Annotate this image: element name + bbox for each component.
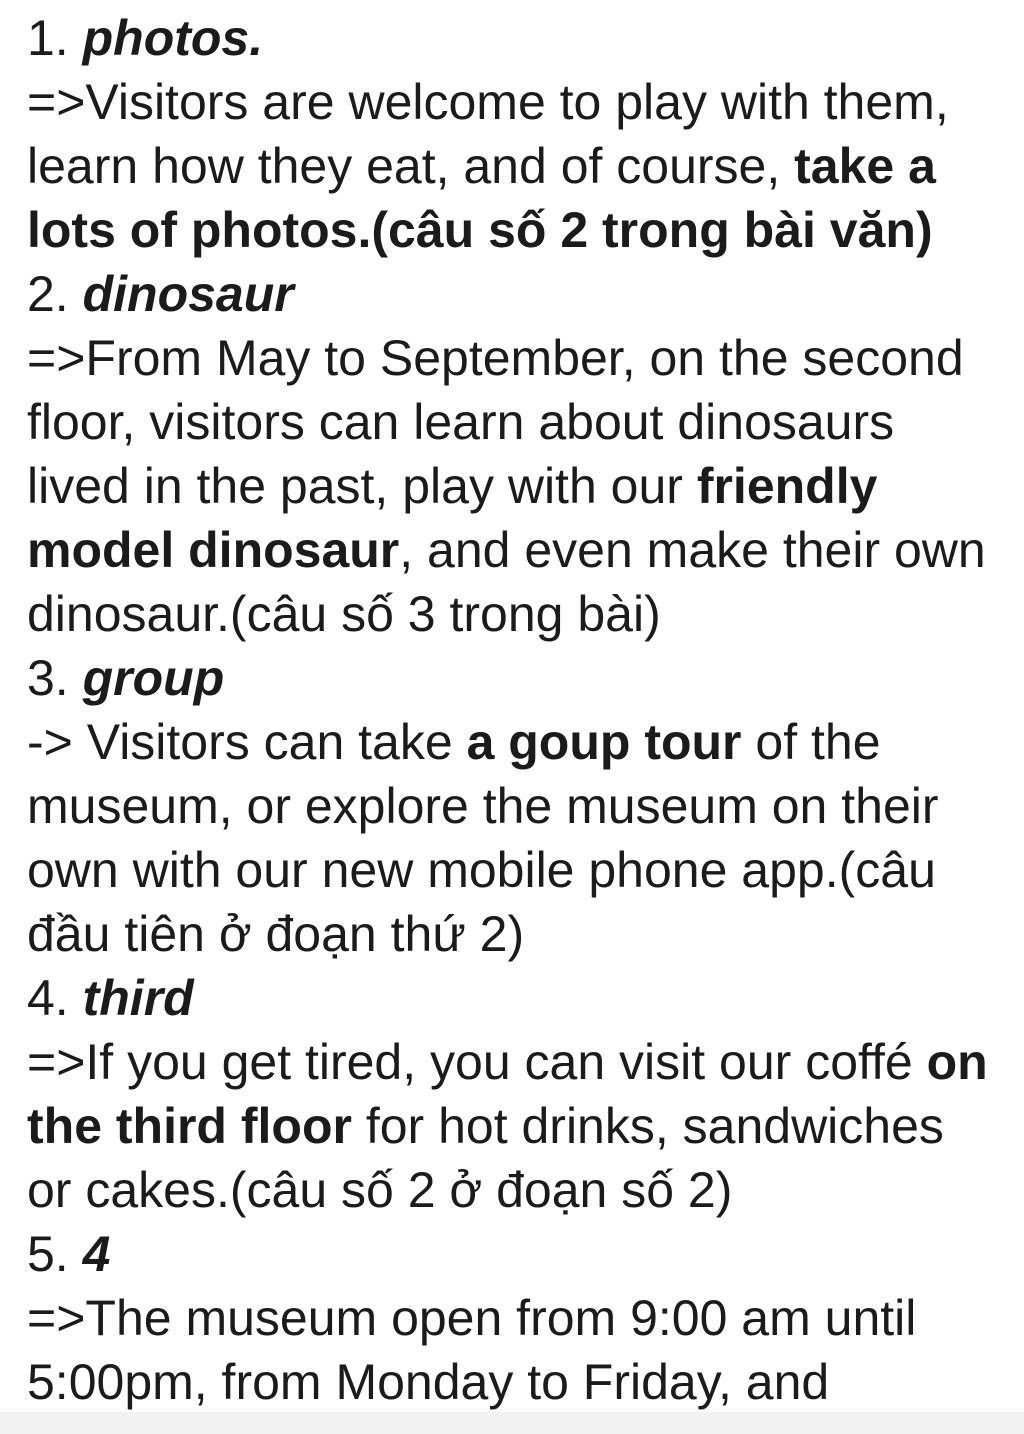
item-keyword: dinosaur bbox=[82, 266, 294, 322]
answer-item-5 bbox=[27, 1222, 997, 1414]
answer-text bbox=[27, 70, 997, 262]
item-keyword: photos. bbox=[82, 10, 264, 66]
answer-segment: , and even make their own dinosaur.(câu số 3 trong bài) bbox=[27, 522, 986, 642]
answer-text bbox=[27, 1030, 997, 1222]
answer-item-3 bbox=[27, 646, 997, 966]
item-heading bbox=[27, 262, 997, 326]
item-number: 3. bbox=[27, 650, 69, 706]
answer-segment: =>Visitors are welcome to play with them, learn how they eat, and of course, bbox=[27, 74, 949, 194]
item-number: 4. bbox=[27, 970, 69, 1026]
answer-text bbox=[27, 710, 997, 966]
item-keyword: 4 bbox=[82, 1226, 111, 1282]
answer-segment: =>The museum open from 9:00 am until 5:00pm, from Monday to Friday, and bbox=[27, 1290, 917, 1410]
item-heading bbox=[27, 1222, 997, 1286]
answer-segment: =>From May to September, on the second floor, visitors can learn about dinosaurs lived in the past, play with our bbox=[27, 330, 964, 514]
item-heading bbox=[27, 6, 997, 70]
answer-text bbox=[27, 326, 997, 646]
bottom-edge-bar bbox=[0, 1412, 1024, 1434]
answer-segment-bold: a goup tour bbox=[466, 714, 742, 770]
answer-segment-bold: friendly model dinosaur bbox=[27, 458, 878, 578]
item-number: 5. bbox=[27, 1226, 69, 1282]
answer-item-2 bbox=[27, 262, 997, 646]
item-number: 1. bbox=[27, 10, 69, 66]
answer-segment-bold: take a lots of photos.(câu số 2 trong bài văn) bbox=[27, 138, 936, 258]
answer-segment-bold: on the third floor bbox=[27, 1034, 988, 1154]
answer-segment: of the museum, or explore the museum on their own with our new mobile phone app.(câu đầu tiên ở đoạn thứ 2) bbox=[27, 714, 939, 962]
answer-item-1 bbox=[27, 6, 997, 262]
item-keyword: third bbox=[82, 970, 194, 1026]
answer-text bbox=[27, 1286, 997, 1414]
item-keyword: group bbox=[82, 650, 225, 706]
item-heading bbox=[27, 966, 997, 1030]
answer-segment: -> Visitors can take bbox=[27, 714, 467, 770]
answer-segment: =>If you get tired, you can visit our coffé bbox=[27, 1034, 927, 1090]
answer-segment: for hot drinks, sandwiches or cakes.(câu số 2 ở đoạn số 2) bbox=[27, 1098, 944, 1218]
item-number: 2. bbox=[27, 266, 69, 322]
item-heading bbox=[27, 646, 997, 710]
answer-item-4 bbox=[27, 966, 997, 1222]
